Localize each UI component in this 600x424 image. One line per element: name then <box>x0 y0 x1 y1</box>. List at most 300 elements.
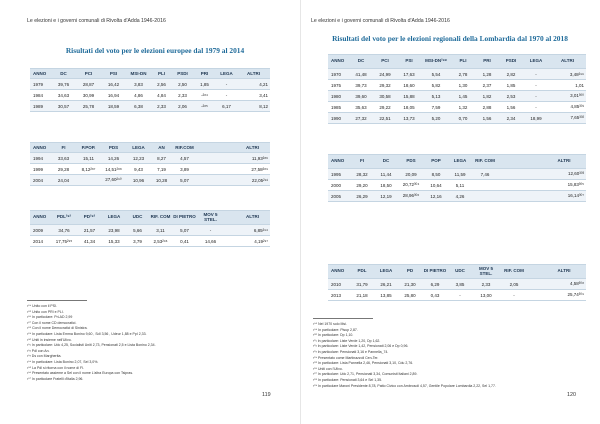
table-cell: 35,63 <box>349 102 373 113</box>
footnotes <box>27 300 277 382</box>
table-cell: 9,43 <box>126 164 151 175</box>
column-header: FI <box>51 143 76 153</box>
table-cell: 11,44 <box>374 169 398 180</box>
table-cell: 1,01 <box>549 80 586 91</box>
footnote: ²⁹⁴ In particolare: Lista Bonino 2,07, Sel 3,0%. <box>27 359 99 364</box>
right-page <box>300 0 600 424</box>
column-header: ANNO <box>30 211 51 225</box>
footnote: ²⁹¹ In particolare: Udc 4,25, Socialisti Uniti 2,73, Pensionati 2,5 e Lista Bonino 2,34. <box>27 343 156 348</box>
table-row <box>30 153 270 164</box>
footnote: ²⁹³ Ds con Margherita. <box>27 354 62 359</box>
table-cell <box>197 153 216 164</box>
table-cell: 1,32 <box>451 102 475 113</box>
table-cell: 2,33 <box>151 101 172 112</box>
table-cell: 27,32 <box>349 113 373 124</box>
table-cell: - <box>197 225 224 236</box>
column-header: MSI-DN²⁹⁸ <box>421 55 451 69</box>
column-header: ALTRI <box>542 155 586 169</box>
table-cell: -²⁸⁵ <box>193 101 216 112</box>
footnote: ²⁹² Pdl con An. <box>27 348 50 353</box>
footnote-rule <box>313 318 373 319</box>
table-cell: 2013 <box>328 290 350 301</box>
table-cell: 3,85 <box>448 279 472 290</box>
table-cell: 34,76 <box>51 225 77 236</box>
column-header: PCI <box>373 55 397 69</box>
table-cell: - <box>216 90 237 101</box>
column-header: ANNO <box>30 69 51 79</box>
column-header: UDC <box>126 211 149 225</box>
table-row <box>328 69 586 80</box>
footnote: ³⁰⁵ In particolare: Lista Pannella 2,46, Pensionati 3,10, Cdu 2,76. <box>313 361 414 366</box>
table-row <box>328 290 586 301</box>
table-cell: 21,18 <box>350 290 374 301</box>
table-cell: 18,60 <box>397 80 421 91</box>
column-header: LEGA <box>523 55 549 69</box>
table-cell: 20,09 <box>398 169 424 180</box>
table-cell: 5,13 <box>421 91 451 102</box>
table-cell: 4,84 <box>151 90 172 101</box>
table-cell: 4,58³⁰⁸ <box>542 279 586 290</box>
table-cell: 23,98 <box>102 225 126 236</box>
table-cell <box>520 180 542 191</box>
table-row <box>30 225 270 236</box>
table-cell: 34,63 <box>51 90 76 101</box>
table-row <box>328 91 586 102</box>
table-cell: 10,64 <box>424 180 448 191</box>
footnote: ²⁸⁴ Unito con il PSI. <box>27 304 58 308</box>
table-cell: 18,99 <box>523 113 549 124</box>
table-cell: 11,93²⁸⁶ <box>235 153 270 164</box>
column-header: ALTRI <box>235 143 270 153</box>
page-number: 119 <box>262 392 271 398</box>
column-header: DI PIETRO <box>422 265 448 279</box>
column-header: UDC <box>448 265 472 279</box>
table-cell: 27,60²⁹⁰ <box>101 175 126 186</box>
table-cell: 4,19²⁹⁷ <box>235 236 270 247</box>
results-table-1970-1990 <box>328 54 586 124</box>
column-header: LEGA <box>102 211 126 225</box>
table-cell: 24,99 <box>373 69 397 80</box>
table-cell: 5,82 <box>421 80 451 91</box>
results-table-2010-2013 <box>328 264 586 301</box>
column-header: PSDI <box>172 69 193 79</box>
table-cell: 1990 <box>328 113 349 124</box>
table-cell: 4,26 <box>448 191 472 202</box>
page-number: 120 <box>567 392 576 398</box>
table-cell <box>472 180 498 191</box>
column-header: RIF. COM <box>472 155 498 169</box>
table-cell: 26,21 <box>374 279 398 290</box>
table-cell: 10,28 <box>151 175 172 186</box>
table-cell <box>224 236 235 247</box>
table-cell: 29,22 <box>373 102 397 113</box>
table-cell: 29,28 <box>51 164 76 175</box>
table-cell: 7,65³⁰² <box>549 113 586 124</box>
table-cell: 1,56 <box>499 102 523 113</box>
column-header: LEGA <box>126 143 151 153</box>
table-cell: 17,75²⁹⁵ <box>51 236 77 247</box>
table-cell: 22,51 <box>373 113 397 124</box>
table-row <box>30 164 270 175</box>
table-cell: 1,56 <box>475 113 499 124</box>
table-cell: 14,51²⁸⁸ <box>101 164 126 175</box>
table-cell: 2009 <box>30 225 51 236</box>
table-cell: 41,34 <box>77 236 102 247</box>
table-cell: 1989 <box>30 101 51 112</box>
table-row <box>328 279 586 290</box>
table-cell: 2010 <box>328 279 350 290</box>
table-cell: 16,94 <box>101 90 126 101</box>
column-header: PDS <box>101 143 126 153</box>
table-cell: 13,85 <box>374 290 398 301</box>
table-cell: 3,11 <box>149 225 172 236</box>
table-cell: 12,16 <box>424 191 448 202</box>
table-row <box>30 236 270 247</box>
column-header: ANNO <box>328 55 349 69</box>
table-cell: 5,11 <box>448 180 472 191</box>
table-cell: 11,59 <box>448 169 472 180</box>
column-header: LEGA <box>448 155 472 169</box>
table-cell: 5,54 <box>421 69 451 80</box>
table-cell: 28,32 <box>350 169 374 180</box>
table-header-row <box>328 55 586 69</box>
table-cell: 3,89 <box>172 164 197 175</box>
table-cell: 2,05 <box>500 279 528 290</box>
table-cell: 3,01³⁰⁰ <box>549 91 586 102</box>
table-cell: 5,07 <box>172 175 197 186</box>
table-cell: 8,50 <box>424 169 448 180</box>
column-header: PCI <box>76 69 101 79</box>
table-cell: 29,20 <box>350 180 374 191</box>
footnote: ³⁰⁷ In particolare: Udc 2,71, Pensionati 3,34, Comunisti Italiani 2,89. <box>313 372 418 377</box>
column-header: MOV 5 STEL. <box>472 265 500 279</box>
footnote-rule <box>27 300 87 301</box>
table-cell: 30,58 <box>373 91 397 102</box>
table-cell: 30,99 <box>76 90 101 101</box>
footnote: ²⁹⁷ In particolare Fratelli d'Italia 2,96. <box>27 376 84 381</box>
table-cell: 1999 <box>30 164 51 175</box>
table-cell: 0,41 <box>172 236 197 247</box>
table-cell: 18,59 <box>101 101 126 112</box>
table-cell: 1984 <box>30 90 51 101</box>
footnote: ³⁰⁴ Presentato come Martinazzoli Cen-Ter. <box>313 355 379 360</box>
table-cell: - <box>523 80 549 91</box>
table-row <box>328 113 586 124</box>
table-cell: 1994 <box>30 153 51 164</box>
table-cell: 2000 <box>328 180 350 191</box>
table-cell: 2,33 <box>172 90 193 101</box>
table-cell: 26,29 <box>350 191 374 202</box>
footnote: ²⁸⁵ Unito con PRI e PLI. <box>27 309 64 314</box>
table-cell: 29,32 <box>373 80 397 91</box>
table-cell <box>520 169 542 180</box>
table-cell: 25,80 <box>398 290 422 301</box>
table-cell: 25,78 <box>76 101 101 112</box>
table-cell: 15,11 <box>76 153 101 164</box>
table-row <box>328 169 586 180</box>
table-cell: 25,74³⁰⁹ <box>542 290 586 301</box>
table-cell: 6,17 <box>216 101 237 112</box>
column-header: PLI <box>151 69 172 79</box>
table-cell: 18,05 <box>397 102 421 113</box>
table-cell: 7,19 <box>151 164 172 175</box>
table-row <box>30 101 270 112</box>
table-cell: 18,50 <box>374 180 398 191</box>
table-cell: 5,66 <box>126 225 149 236</box>
column-header: PRI <box>193 69 216 79</box>
table-cell: 28,87 <box>76 79 101 90</box>
table-cell: 39,73 <box>349 80 373 91</box>
section-title: Risultati del voto per le elezioni regionali della Lombardia dal 1970 al 2018 <box>332 34 568 43</box>
footnote: ²⁸⁸ Con il nome Democratici di Sinistra. <box>27 326 88 331</box>
column-header: ANNO <box>30 143 51 153</box>
table-cell <box>528 279 542 290</box>
column-header: PDL²⁹² <box>51 211 77 225</box>
column-header: ANNO <box>328 265 350 279</box>
table-cell: 24,04 <box>51 175 76 186</box>
table-cell: 1,85 <box>193 79 216 90</box>
table-cell <box>197 164 216 175</box>
table-cell: 7,46 <box>472 169 498 180</box>
table-cell: 28,96³⁰⁶ <box>398 191 424 202</box>
table-cell: 2,56 <box>151 79 172 90</box>
table-cell: 30,57 <box>51 101 76 112</box>
table-cell: - <box>448 290 472 301</box>
table-cell: 20,72³⁰⁴ <box>398 180 424 191</box>
table-cell: 0,70 <box>451 113 475 124</box>
running-header: Le elezioni e i governi comunali di Rivolta d'Adda 1946-2016 <box>27 18 166 24</box>
footnote: ²⁹⁵ La Pdl si ritorna con il nome di FI. <box>27 365 85 370</box>
column-header <box>224 211 235 225</box>
table-cell: 2004 <box>30 175 51 186</box>
footnote: ²⁹⁰ Uniti in insieme nell'Ulivo. <box>27 337 72 342</box>
table-header-row <box>30 69 270 79</box>
table-cell: 1975 <box>328 80 349 91</box>
table-cell: 13,73 <box>397 113 421 124</box>
column-header <box>520 155 542 169</box>
running-header: Le elezioni e i governi comunali di Rivolta d'Adda 1946-2016 <box>311 18 450 24</box>
table-cell: 12,60³⁰³ <box>542 169 586 180</box>
table-cell <box>216 153 235 164</box>
table-row <box>30 79 270 90</box>
table-cell: 4,86 <box>126 90 151 101</box>
results-table-1995-2005 <box>328 154 586 202</box>
table-row <box>328 102 586 113</box>
table-cell <box>216 175 235 186</box>
table-cell: 5,20 <box>421 113 451 124</box>
table-cell: 2,78 <box>451 69 475 80</box>
column-header: RIF.COM <box>172 143 197 153</box>
table-header-row <box>30 211 270 225</box>
table-row <box>30 175 270 186</box>
table-row <box>328 191 586 202</box>
column-header: MSI-DN <box>126 69 151 79</box>
footnote: ²⁹⁹ In particolare: Pisup 2,87. <box>313 327 358 332</box>
table-cell <box>498 169 520 180</box>
table-cell: 1995 <box>328 169 350 180</box>
table-cell: 21,30 <box>398 279 422 290</box>
footnote: ²⁹⁸ Nel 1970 solo Msi. <box>313 322 347 326</box>
table-cell: 14,26 <box>101 153 126 164</box>
table-cell <box>76 175 101 186</box>
table-cell: 2005 <box>328 191 350 202</box>
table-cell: 2014 <box>30 236 51 247</box>
footnote: ³⁰³ In particolare: Pensionati 3,16 e Pannella_74. <box>313 349 389 354</box>
table-cell: 1985 <box>328 102 349 113</box>
table-cell: 10,96 <box>126 175 151 186</box>
table-header-row <box>30 143 270 153</box>
table-header-row <box>328 265 586 279</box>
table-cell: 3,83 <box>126 79 151 90</box>
column-header <box>498 155 520 169</box>
column-header: DI PIETRO <box>172 211 197 225</box>
table-cell: 2,53²⁹⁶ <box>149 236 172 247</box>
footnote: ³⁰⁰ In particolare: Dp 1,10. <box>313 333 354 338</box>
table-cell: 6,38 <box>126 101 151 112</box>
table-cell: 1,30 <box>451 80 475 91</box>
table-cell: 3,48²⁹⁹ <box>549 69 586 80</box>
column-header: PD²⁹³ <box>77 211 102 225</box>
table-cell: 2,06 <box>172 101 193 112</box>
table-cell: 1,45 <box>451 91 475 102</box>
table-cell: 2,82 <box>499 69 523 80</box>
results-table-2009-2014 <box>30 210 270 247</box>
table-cell: 2,33 <box>472 279 500 290</box>
footnote: ²⁹⁶ Presentato assieme a Sel con il nome L'altra Europa con Tsipras. <box>27 371 134 376</box>
column-header: ALTRI <box>237 69 270 79</box>
table-cell: - <box>500 290 528 301</box>
column-header: DC <box>374 155 398 169</box>
table-cell: 4,85³⁰¹ <box>549 102 586 113</box>
footnote: ²⁸⁷ Con il nome CD democratici. <box>27 320 77 325</box>
table-cell: 1980 <box>328 91 349 102</box>
column-header: RIF. COM <box>149 211 172 225</box>
column-header: PD <box>398 265 422 279</box>
table-cell: 1,28 <box>475 69 499 80</box>
table-cell: 31,79 <box>350 279 374 290</box>
table-cell <box>224 225 235 236</box>
table-cell: 4,57 <box>172 153 197 164</box>
footnotes <box>313 318 583 389</box>
table-cell: 8,12 <box>237 101 270 112</box>
column-header: ALTRI <box>542 265 586 279</box>
table-cell: 8,27 <box>151 153 172 164</box>
table-cell: 39,76 <box>51 79 76 90</box>
table-cell: 16,14³⁰⁷ <box>542 191 586 202</box>
table-cell: 6,29 <box>422 279 448 290</box>
results-table-1979-1989 <box>30 68 270 112</box>
table-cell: 15,88 <box>397 91 421 102</box>
column-header: ALTRI <box>549 55 586 69</box>
table-cell: 33,63 <box>51 153 76 164</box>
footnote: ³⁰² In particolare: Liste Verde 1,42, Pensionati 2,06 e Dp 0,96. <box>313 344 409 349</box>
column-header: PLI <box>451 55 475 69</box>
table-cell: 3,41 <box>237 90 270 101</box>
column-header: LEGA <box>374 265 398 279</box>
table-cell: 15,33 <box>102 236 126 247</box>
column-header: AN <box>151 143 172 153</box>
column-header: PSI <box>101 69 126 79</box>
footnote: ³⁰¹ In particolare: Liste Verde 1,20, Dp 1,62. <box>313 338 381 343</box>
table-cell: 0,43 <box>422 290 448 301</box>
footnote: ²⁸⁹ In particolare: Lista Emma Bonino 9,60 , SdI 3,56 , Udeur 1,88 e PpI 2,33. <box>27 331 147 336</box>
table-cell: -²⁸⁴ <box>193 90 216 101</box>
table-cell <box>498 191 520 202</box>
table-cell <box>520 191 542 202</box>
column-header: P.POP. <box>76 143 101 153</box>
table-cell: 2,37 <box>475 80 499 91</box>
column-header: DC <box>349 55 373 69</box>
column-header <box>197 143 216 153</box>
table-cell <box>528 290 542 301</box>
table-cell: 13,00 <box>472 290 500 301</box>
table-cell: 27,58²⁸⁹ <box>235 164 270 175</box>
table-cell: 14,66 <box>197 236 224 247</box>
column-header: MOV 5 STEL. <box>197 211 224 225</box>
table-cell: 6,85²⁹⁴ <box>235 225 270 236</box>
footnote: ³⁰⁶ Uniti con l'Ulivo. <box>313 366 343 371</box>
table-cell <box>472 191 498 202</box>
table-cell: 1,82 <box>475 91 499 102</box>
table-cell: 3,79 <box>126 236 149 247</box>
table-cell <box>216 164 235 175</box>
column-header: POP <box>424 155 448 169</box>
column-header: PDL <box>350 265 374 279</box>
table-cell: 16,42 <box>101 79 126 90</box>
table-cell: 22,05²⁹¹ <box>235 175 270 186</box>
column-header: PRI <box>475 55 499 69</box>
results-table-1994-2004 <box>30 142 270 186</box>
column-header <box>216 143 235 153</box>
table-row <box>328 80 586 91</box>
table-row <box>30 90 270 101</box>
footnote: ³⁰⁹ In particolare Maroni Presidente 8,78, Patto Civico con Ambrosoli 4,57, Gentile Popolare Lombardia 2,22, Sel 1,77. <box>313 383 496 388</box>
table-cell: 41,48 <box>349 69 373 80</box>
table-cell: 1979 <box>30 79 51 90</box>
table-cell: 8,12²⁸⁷ <box>76 164 101 175</box>
table-cell <box>197 175 216 186</box>
table-cell: 1970 <box>328 69 349 80</box>
table-cell: 4,21 <box>237 79 270 90</box>
table-cell: 5,07 <box>172 225 197 236</box>
table-cell: 2,50 <box>172 79 193 90</box>
column-header <box>528 265 542 279</box>
table-row <box>328 180 586 191</box>
table-header-row <box>328 155 586 169</box>
table-cell: - <box>523 69 549 80</box>
table-cell: 2,53 <box>499 91 523 102</box>
table-cell: 21,57 <box>77 225 102 236</box>
column-header: PSDI <box>499 55 523 69</box>
section-title: Risultati del voto per le elezioni europee dal 1979 al 2014 <box>65 46 245 55</box>
column-header: ANNO <box>328 155 350 169</box>
table-cell <box>498 180 520 191</box>
column-header: DC <box>51 69 76 79</box>
table-cell: 2,88 <box>475 102 499 113</box>
column-header: ALTRI <box>235 211 270 225</box>
table-cell: - <box>216 79 237 90</box>
table-cell: - <box>523 102 549 113</box>
column-header: PDS <box>398 155 424 169</box>
table-cell: 12,19 <box>374 191 398 202</box>
table-cell: 12,23 <box>126 153 151 164</box>
column-header: FI <box>350 155 374 169</box>
column-header: PSI <box>397 55 421 69</box>
table-cell: 39,60 <box>349 91 373 102</box>
column-header: RIF. COM <box>500 265 528 279</box>
footnote: ²⁸⁶ In particolare: Pri-AD 2,99 <box>27 315 73 320</box>
table-cell: - <box>523 91 549 102</box>
